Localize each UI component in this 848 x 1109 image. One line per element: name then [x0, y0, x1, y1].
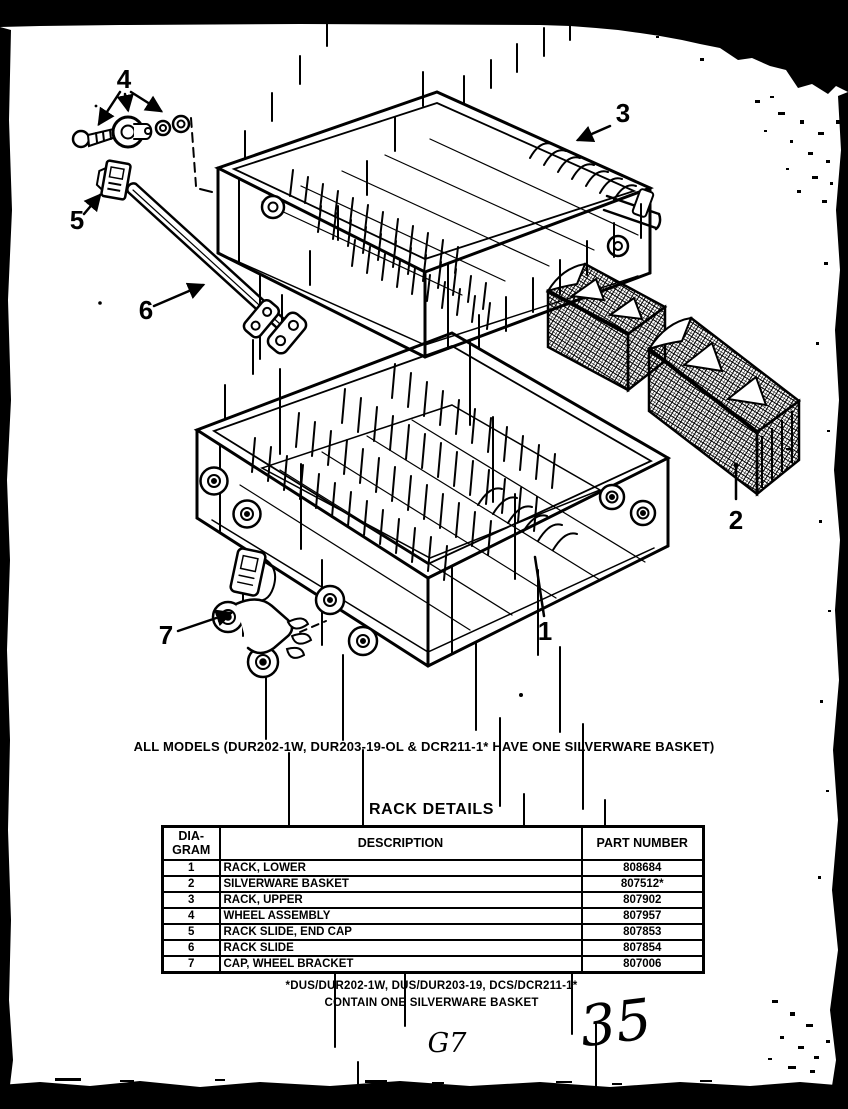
callout-4: 4 [116, 64, 132, 94]
table-footnote-basket: CONTAIN ONE SILVERWARE BASKET [324, 997, 539, 1009]
silverware-basket-front [649, 318, 799, 494]
cell-description: RACK, UPPER [220, 892, 582, 908]
callout-3: 3 [615, 98, 631, 128]
cell-diagram: 6 [163, 940, 220, 956]
cell-description: RACK, LOWER [220, 860, 582, 876]
cell-part-number: 807853 [582, 924, 704, 940]
table-row [163, 908, 704, 924]
table-row [163, 876, 704, 892]
table-row [163, 956, 704, 973]
cell-part-number: 808684 [582, 860, 704, 876]
rack-slide-end-cap-part [95, 159, 131, 200]
cell-part-number: 807854 [582, 940, 704, 956]
cell-diagram: 7 [163, 956, 220, 973]
cell-description: CAP, WHEEL BRACKET [220, 956, 582, 973]
cell-part-number: 807902 [582, 892, 704, 908]
cell-part-number: 807512* [582, 876, 704, 892]
rack-details-table [161, 825, 705, 974]
handwritten-sheet-number: 35 [576, 987, 656, 1061]
cell-diagram: 3 [163, 892, 220, 908]
table-footnote-models: *DUS/DUR202-1W, DUS/DUR203-19, DCS/DCR211-1* [285, 980, 578, 992]
col-header-diagram: DIA-GRAM [163, 827, 220, 861]
cell-diagram: 2 [163, 876, 220, 892]
callout-1: 1 [537, 616, 553, 646]
table-row [163, 860, 704, 876]
callout-6: 6 [138, 295, 154, 325]
callout-5: 5 [69, 205, 85, 235]
cell-diagram: 5 [163, 924, 220, 940]
table-header-row [163, 827, 704, 861]
cell-description: SILVERWARE BASKET [220, 876, 582, 892]
silverware-basket-back [548, 264, 665, 390]
wheel-assembly-parts [73, 116, 212, 192]
table-title: RACK DETAILS [368, 801, 495, 818]
cell-description: WHEEL ASSEMBLY [220, 908, 582, 924]
col-header-part-number: PART NUMBER [582, 827, 704, 861]
cell-part-number: 807006 [582, 956, 704, 973]
cell-description: RACK SLIDE [220, 940, 582, 956]
cell-part-number: 807957 [582, 908, 704, 924]
models-note: ALL MODELS (DUR202-1W, DUR203-19-OL & DCR211-1* HAVE ONE SILVERWARE BASKET) [133, 739, 715, 754]
cell-description: RACK SLIDE, END CAP [220, 924, 582, 940]
cell-diagram: 4 [163, 908, 220, 924]
handwritten-page-code: G7 [427, 1028, 467, 1059]
table-row [163, 892, 704, 908]
table-row [163, 924, 704, 940]
callout-7: 7 [158, 620, 174, 650]
table-row [163, 940, 704, 956]
cell-diagram: 1 [163, 860, 220, 876]
col-header-description: DESCRIPTION [220, 827, 582, 861]
callout-2: 2 [728, 505, 744, 535]
